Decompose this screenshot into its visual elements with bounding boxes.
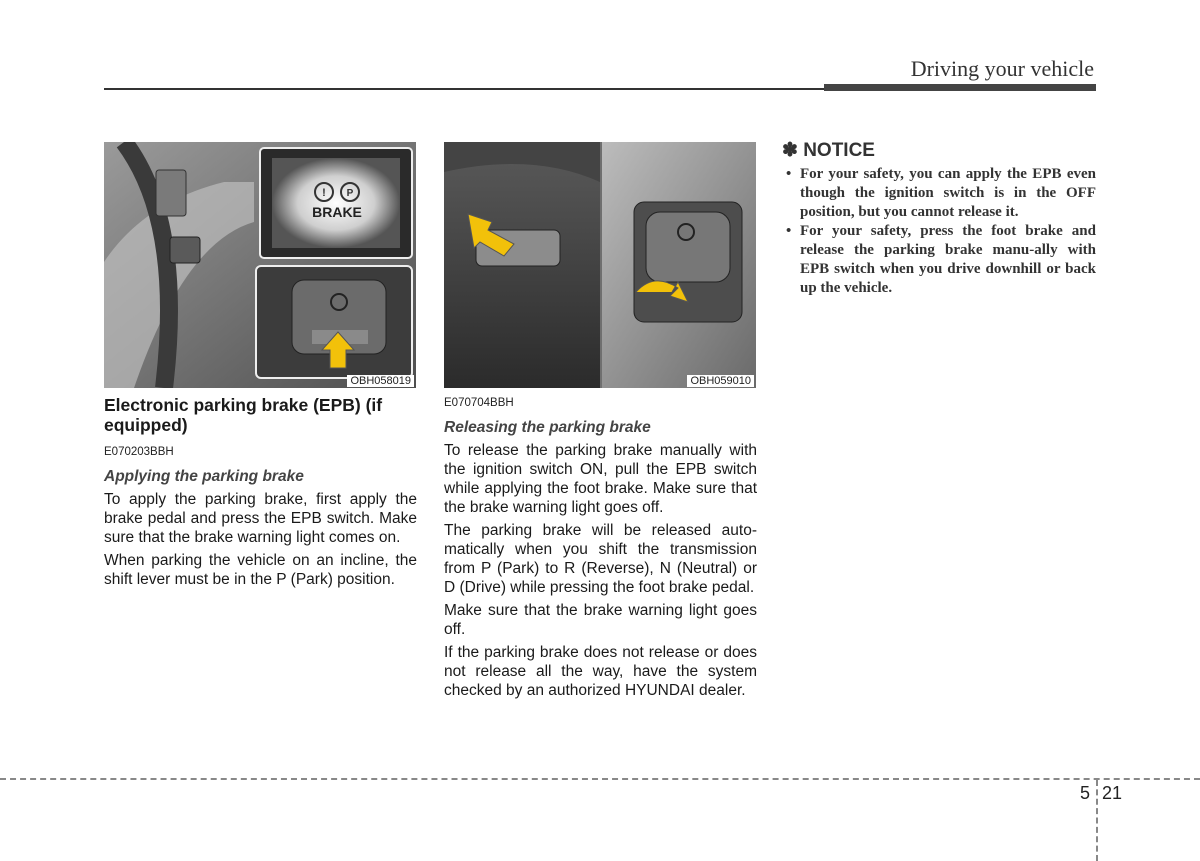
notice-title: ✽ NOTICE: [782, 140, 875, 161]
paragraph: If the parking brake does not release or does not release all the way, have the system checked by an authorized HYUNDAI dealer.: [444, 644, 757, 699]
figure-epb-apply: [104, 142, 416, 388]
paragraph: The parking brake will be released auto-matically when you shift the transmission from P (Park) to R (Reverse), N (Neutral) or D (Drive) while pressing the foot brake pedal.: [444, 522, 757, 596]
figure-code: OBH058019: [347, 375, 414, 387]
page-number: 21: [1102, 783, 1123, 803]
notice-list: [784, 165, 1096, 298]
section-code: E070203BBH: [104, 446, 174, 458]
figure-code: OBH059010: [687, 375, 754, 387]
notice-item: • For your safety, press the foot brake and release the parking brake manu-ally with EPB switch when you drive downhill or back up the vehicle.: [784, 222, 1096, 298]
section-title: Electronic parking brake (EPB) (if equipped): [104, 395, 383, 435]
svg-text:!: !: [322, 187, 326, 199]
paragraph: When parking the vehicle on an incline, the shift lever must be in the P (Park) position.: [104, 552, 417, 588]
header-rule: [104, 88, 824, 90]
subhead-releasing: Releasing the parking brake: [444, 419, 651, 436]
subhead-applying: Applying the parking brake: [104, 468, 304, 485]
warning-light-label: BRAKE: [312, 204, 362, 220]
epb-release-illustration: [444, 142, 756, 388]
column-apply: [104, 395, 417, 593]
footer-vertical-divider: [1096, 780, 1098, 861]
chapter-number: 5: [1080, 783, 1091, 803]
notice-item: • For your safety, you can apply the EPB even though the ignition switch is in the OFF position, but you cannot release it.: [784, 165, 1096, 222]
footer-divider: [0, 778, 1200, 780]
section-code: E070704BBH: [444, 397, 514, 409]
epb-apply-illustration: [104, 142, 416, 388]
header-rule-accent: [824, 84, 1096, 91]
paragraph: To apply the parking brake, first apply the brake pedal and press the EPB switch. Make sure that the brake warning light comes on.: [104, 491, 417, 546]
paragraph: Make sure that the brake warning light goes off.: [444, 602, 757, 638]
page-header-title: Driving your vehicle: [910, 56, 1094, 81]
column-release: [444, 388, 757, 704]
figure-epb-release: [444, 142, 756, 388]
paragraph: To release the parking brake manually with the ignition switch ON, pull the EPB switch while applying the foot brake. Make sure that the brake warning light goes off.: [444, 442, 757, 516]
svg-text:P: P: [346, 188, 354, 199]
